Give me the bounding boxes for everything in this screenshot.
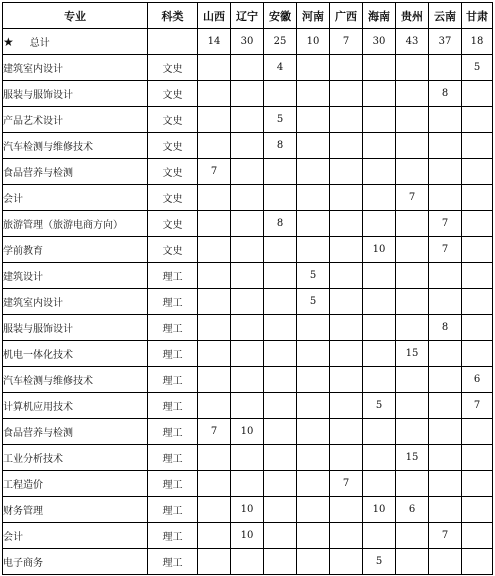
quota-cell bbox=[231, 471, 264, 497]
quota-cell bbox=[264, 315, 297, 341]
quota-cell bbox=[264, 419, 297, 445]
table-row bbox=[3, 133, 493, 159]
header-province: 甘肃 bbox=[462, 3, 493, 29]
quota-cell: 10 bbox=[231, 419, 264, 445]
quota-cell bbox=[330, 159, 363, 185]
quota-cell bbox=[198, 55, 231, 81]
quota-cell bbox=[363, 523, 396, 549]
major-cell: 汽车检测与维修技术 bbox=[3, 133, 148, 159]
category-cell: 理工 bbox=[148, 263, 198, 289]
quota-cell bbox=[396, 107, 429, 133]
quota-cell bbox=[198, 445, 231, 471]
header-province: 海南 bbox=[363, 3, 396, 29]
major-cell: 食品营养与检测 bbox=[3, 159, 148, 185]
quota-cell bbox=[231, 55, 264, 81]
header-province: 山西 bbox=[198, 3, 231, 29]
quota-cell bbox=[330, 419, 363, 445]
category-cell: 文史 bbox=[148, 55, 198, 81]
quota-cell bbox=[429, 159, 462, 185]
quota-cell bbox=[198, 315, 231, 341]
quota-cell bbox=[330, 211, 363, 237]
quota-cell bbox=[462, 211, 493, 237]
total-value: 7 bbox=[330, 29, 363, 55]
quota-cell bbox=[363, 107, 396, 133]
quota-cell bbox=[429, 419, 462, 445]
total-value: 37 bbox=[429, 29, 462, 55]
quota-cell bbox=[231, 445, 264, 471]
quota-cell bbox=[264, 497, 297, 523]
header-province: 辽宁 bbox=[231, 3, 264, 29]
quota-cell bbox=[231, 315, 264, 341]
quota-cell bbox=[198, 211, 231, 237]
quota-cell bbox=[396, 55, 429, 81]
quota-cell bbox=[462, 185, 493, 211]
category-cell: 文史 bbox=[148, 237, 198, 263]
quota-cell bbox=[396, 81, 429, 107]
quota-cell bbox=[264, 159, 297, 185]
table-row bbox=[3, 289, 493, 315]
quota-cell bbox=[462, 237, 493, 263]
quota-cell bbox=[396, 159, 429, 185]
quota-cell bbox=[462, 107, 493, 133]
category-cell: 理工 bbox=[148, 315, 198, 341]
header-row bbox=[3, 3, 493, 29]
major-cell: 旅游管理（旅游电商方向） bbox=[3, 211, 148, 237]
category-cell: 文史 bbox=[148, 107, 198, 133]
quota-cell bbox=[231, 237, 264, 263]
quota-cell: 10 bbox=[363, 237, 396, 263]
total-row bbox=[3, 29, 493, 55]
quota-cell bbox=[429, 55, 462, 81]
quota-cell: 10 bbox=[231, 497, 264, 523]
quota-cell bbox=[231, 211, 264, 237]
quota-cell bbox=[264, 549, 297, 575]
quota-cell bbox=[264, 237, 297, 263]
category-cell: 理工 bbox=[148, 523, 198, 549]
quota-cell bbox=[462, 497, 493, 523]
quota-cell bbox=[231, 159, 264, 185]
quota-cell bbox=[231, 107, 264, 133]
quota-cell bbox=[297, 445, 330, 471]
header-province: 贵州 bbox=[396, 3, 429, 29]
category-cell: 理工 bbox=[148, 445, 198, 471]
table-row bbox=[3, 367, 493, 393]
quota-cell bbox=[429, 471, 462, 497]
major-cell: 工程造价 bbox=[3, 471, 148, 497]
quota-cell: 5 bbox=[363, 549, 396, 575]
quota-cell bbox=[264, 81, 297, 107]
quota-cell bbox=[330, 393, 363, 419]
quota-cell bbox=[297, 81, 330, 107]
quota-cell: 5 bbox=[363, 393, 396, 419]
quota-cell bbox=[330, 185, 363, 211]
quota-cell bbox=[429, 445, 462, 471]
total-value: 30 bbox=[231, 29, 264, 55]
quota-cell bbox=[396, 237, 429, 263]
table-row bbox=[3, 315, 493, 341]
total-value: 18 bbox=[462, 29, 493, 55]
quota-cell: 10 bbox=[363, 497, 396, 523]
quota-cell bbox=[462, 549, 493, 575]
quota-cell bbox=[297, 107, 330, 133]
quota-cell: 7 bbox=[396, 185, 429, 211]
category-cell: 理工 bbox=[148, 419, 198, 445]
quota-cell bbox=[396, 367, 429, 393]
quota-cell bbox=[363, 341, 396, 367]
category-cell: 理工 bbox=[148, 289, 198, 315]
total-category-cell bbox=[148, 29, 198, 55]
quota-cell bbox=[330, 289, 363, 315]
quota-cell: 10 bbox=[231, 523, 264, 549]
quota-cell bbox=[297, 367, 330, 393]
quota-cell bbox=[231, 549, 264, 575]
quota-cell bbox=[363, 471, 396, 497]
quota-cell bbox=[429, 497, 462, 523]
total-value: 10 bbox=[297, 29, 330, 55]
quota-cell bbox=[396, 419, 429, 445]
quota-cell bbox=[396, 289, 429, 315]
major-cell: 服装与服饰设计 bbox=[3, 315, 148, 341]
major-cell: 建筑设计 bbox=[3, 263, 148, 289]
major-cell: 计算机应用技术 bbox=[3, 393, 148, 419]
quota-cell: 8 bbox=[264, 211, 297, 237]
total-value: 30 bbox=[363, 29, 396, 55]
quota-cell bbox=[396, 315, 429, 341]
quota-cell bbox=[363, 211, 396, 237]
major-cell: 工业分析技术 bbox=[3, 445, 148, 471]
quota-cell bbox=[198, 81, 231, 107]
quota-cell bbox=[198, 133, 231, 159]
table-row bbox=[3, 471, 493, 497]
category-cell: 文史 bbox=[148, 133, 198, 159]
category-cell: 理工 bbox=[148, 549, 198, 575]
quota-cell bbox=[462, 341, 493, 367]
table-row bbox=[3, 237, 493, 263]
quota-cell: 7 bbox=[198, 159, 231, 185]
quota-cell: 15 bbox=[396, 341, 429, 367]
quota-cell: 5 bbox=[297, 263, 330, 289]
total-value: 43 bbox=[396, 29, 429, 55]
quota-cell bbox=[363, 133, 396, 159]
quota-cell bbox=[297, 159, 330, 185]
quota-cell bbox=[297, 549, 330, 575]
quota-cell bbox=[462, 289, 493, 315]
quota-cell: 7 bbox=[429, 523, 462, 549]
quota-cell: 6 bbox=[396, 497, 429, 523]
quota-cell bbox=[429, 549, 462, 575]
table-row bbox=[3, 393, 493, 419]
quota-cell: 6 bbox=[462, 367, 493, 393]
quota-cell bbox=[363, 159, 396, 185]
total-value: 25 bbox=[264, 29, 297, 55]
header-province: 河南 bbox=[297, 3, 330, 29]
quota-cell bbox=[297, 393, 330, 419]
table-row bbox=[3, 159, 493, 185]
quota-cell bbox=[363, 81, 396, 107]
total-value: 14 bbox=[198, 29, 231, 55]
major-cell: 食品营养与检测 bbox=[3, 419, 148, 445]
quota-cell bbox=[429, 289, 462, 315]
quota-cell bbox=[231, 133, 264, 159]
quota-cell bbox=[330, 523, 363, 549]
quota-cell bbox=[429, 133, 462, 159]
quota-cell bbox=[264, 185, 297, 211]
quota-cell: 8 bbox=[429, 315, 462, 341]
quota-cell: 5 bbox=[264, 107, 297, 133]
quota-cell bbox=[363, 55, 396, 81]
table-row bbox=[3, 445, 493, 471]
quota-cell bbox=[330, 81, 363, 107]
quota-cell bbox=[429, 263, 462, 289]
quota-cell bbox=[198, 471, 231, 497]
quota-cell bbox=[330, 237, 363, 263]
quota-cell: 7 bbox=[429, 211, 462, 237]
quota-cell: 4 bbox=[264, 55, 297, 81]
quota-cell: 7 bbox=[198, 419, 231, 445]
category-cell: 文史 bbox=[148, 211, 198, 237]
quota-cell bbox=[363, 289, 396, 315]
quota-cell bbox=[330, 107, 363, 133]
quota-cell bbox=[297, 419, 330, 445]
quota-cell: 7 bbox=[462, 393, 493, 419]
quota-cell bbox=[231, 185, 264, 211]
quota-cell bbox=[198, 367, 231, 393]
major-cell: 学前教育 bbox=[3, 237, 148, 263]
quota-cell bbox=[297, 497, 330, 523]
header-major: 专业 bbox=[3, 3, 148, 29]
quota-cell bbox=[264, 289, 297, 315]
quota-cell bbox=[429, 393, 462, 419]
quota-cell bbox=[429, 185, 462, 211]
header-province: 广西 bbox=[330, 3, 363, 29]
quota-cell bbox=[297, 471, 330, 497]
quota-cell bbox=[198, 393, 231, 419]
quota-cell bbox=[264, 471, 297, 497]
quota-cell bbox=[462, 523, 493, 549]
table-row bbox=[3, 549, 493, 575]
quota-cell bbox=[330, 55, 363, 81]
quota-cell: 5 bbox=[297, 289, 330, 315]
category-cell: 理工 bbox=[148, 393, 198, 419]
quota-cell bbox=[330, 341, 363, 367]
quota-cell bbox=[297, 185, 330, 211]
quota-cell bbox=[231, 289, 264, 315]
quota-cell: 7 bbox=[330, 471, 363, 497]
quota-cell bbox=[297, 315, 330, 341]
quota-cell bbox=[462, 263, 493, 289]
quota-cell bbox=[462, 81, 493, 107]
quota-cell bbox=[462, 471, 493, 497]
quota-cell bbox=[198, 107, 231, 133]
quota-cell bbox=[396, 393, 429, 419]
major-cell: 电子商务 bbox=[3, 549, 148, 575]
table-row bbox=[3, 55, 493, 81]
quota-cell bbox=[330, 367, 363, 393]
quota-cell: 15 bbox=[396, 445, 429, 471]
quota-cell bbox=[396, 523, 429, 549]
quota-cell bbox=[330, 445, 363, 471]
quota-cell: 8 bbox=[264, 133, 297, 159]
quota-cell: 7 bbox=[429, 237, 462, 263]
quota-cell bbox=[363, 315, 396, 341]
category-cell: 文史 bbox=[148, 159, 198, 185]
quota-cell bbox=[198, 549, 231, 575]
quota-cell bbox=[297, 211, 330, 237]
category-cell: 理工 bbox=[148, 497, 198, 523]
category-cell: 文史 bbox=[148, 81, 198, 107]
major-cell: 服装与服饰设计 bbox=[3, 81, 148, 107]
quota-cell: 5 bbox=[462, 55, 493, 81]
category-cell: 理工 bbox=[148, 367, 198, 393]
quota-cell bbox=[264, 341, 297, 367]
quota-cell bbox=[462, 159, 493, 185]
quota-cell bbox=[330, 315, 363, 341]
quota-cell bbox=[429, 107, 462, 133]
quota-cell bbox=[297, 133, 330, 159]
quota-cell bbox=[297, 55, 330, 81]
quota-cell bbox=[330, 133, 363, 159]
quota-cell bbox=[330, 263, 363, 289]
quota-cell bbox=[396, 211, 429, 237]
major-cell: 汽车检测与维修技术 bbox=[3, 367, 148, 393]
quota-cell bbox=[231, 367, 264, 393]
quota-cell bbox=[429, 367, 462, 393]
quota-cell bbox=[363, 445, 396, 471]
table-row bbox=[3, 107, 493, 133]
quota-cell bbox=[264, 367, 297, 393]
quota-cell bbox=[462, 315, 493, 341]
quota-cell bbox=[297, 237, 330, 263]
quota-cell bbox=[198, 289, 231, 315]
table-row bbox=[3, 341, 493, 367]
quota-cell bbox=[396, 471, 429, 497]
quota-cell bbox=[462, 419, 493, 445]
quota-cell bbox=[363, 367, 396, 393]
table-row bbox=[3, 81, 493, 107]
quota-cell bbox=[198, 237, 231, 263]
quota-cell bbox=[231, 81, 264, 107]
major-cell: 机电一体化技术 bbox=[3, 341, 148, 367]
header-province: 云南 bbox=[429, 3, 462, 29]
quota-cell bbox=[297, 341, 330, 367]
quota-cell bbox=[198, 341, 231, 367]
quota-cell bbox=[330, 497, 363, 523]
major-cell: 建筑室内设计 bbox=[3, 289, 148, 315]
major-cell: 建筑室内设计 bbox=[3, 55, 148, 81]
quota-cell bbox=[462, 133, 493, 159]
quota-cell bbox=[198, 523, 231, 549]
quota-cell bbox=[396, 133, 429, 159]
quota-cell bbox=[264, 523, 297, 549]
header-category: 科类 bbox=[148, 3, 198, 29]
quota-cell bbox=[264, 445, 297, 471]
major-cell: 财务管理 bbox=[3, 497, 148, 523]
category-cell: 理工 bbox=[148, 341, 198, 367]
quota-cell bbox=[231, 263, 264, 289]
quota-cell bbox=[198, 497, 231, 523]
table-row bbox=[3, 523, 493, 549]
table-row bbox=[3, 185, 493, 211]
table-row bbox=[3, 419, 493, 445]
enrollment-table bbox=[2, 2, 493, 575]
star-icon: ★ bbox=[3, 35, 14, 49]
quota-cell bbox=[396, 549, 429, 575]
quota-cell: 8 bbox=[429, 81, 462, 107]
header-province: 安徽 bbox=[264, 3, 297, 29]
quota-cell bbox=[198, 185, 231, 211]
total-label-cell bbox=[3, 29, 148, 55]
quota-cell bbox=[231, 341, 264, 367]
category-cell: 理工 bbox=[148, 471, 198, 497]
quota-cell bbox=[264, 393, 297, 419]
quota-cell bbox=[429, 341, 462, 367]
quota-cell bbox=[330, 549, 363, 575]
major-cell: 会计 bbox=[3, 523, 148, 549]
quota-cell bbox=[363, 419, 396, 445]
table-body bbox=[3, 29, 493, 575]
table-row bbox=[3, 211, 493, 237]
quota-cell bbox=[462, 445, 493, 471]
quota-cell bbox=[363, 185, 396, 211]
quota-cell bbox=[363, 263, 396, 289]
quota-cell bbox=[264, 263, 297, 289]
major-cell: 会计 bbox=[3, 185, 148, 211]
quota-cell bbox=[231, 393, 264, 419]
quota-cell bbox=[198, 263, 231, 289]
table-row bbox=[3, 263, 493, 289]
category-cell: 文史 bbox=[148, 185, 198, 211]
major-cell: 产品艺术设计 bbox=[3, 107, 148, 133]
quota-cell bbox=[396, 263, 429, 289]
table-row bbox=[3, 497, 493, 523]
quota-cell bbox=[297, 523, 330, 549]
total-label: 总计 bbox=[29, 38, 50, 49]
